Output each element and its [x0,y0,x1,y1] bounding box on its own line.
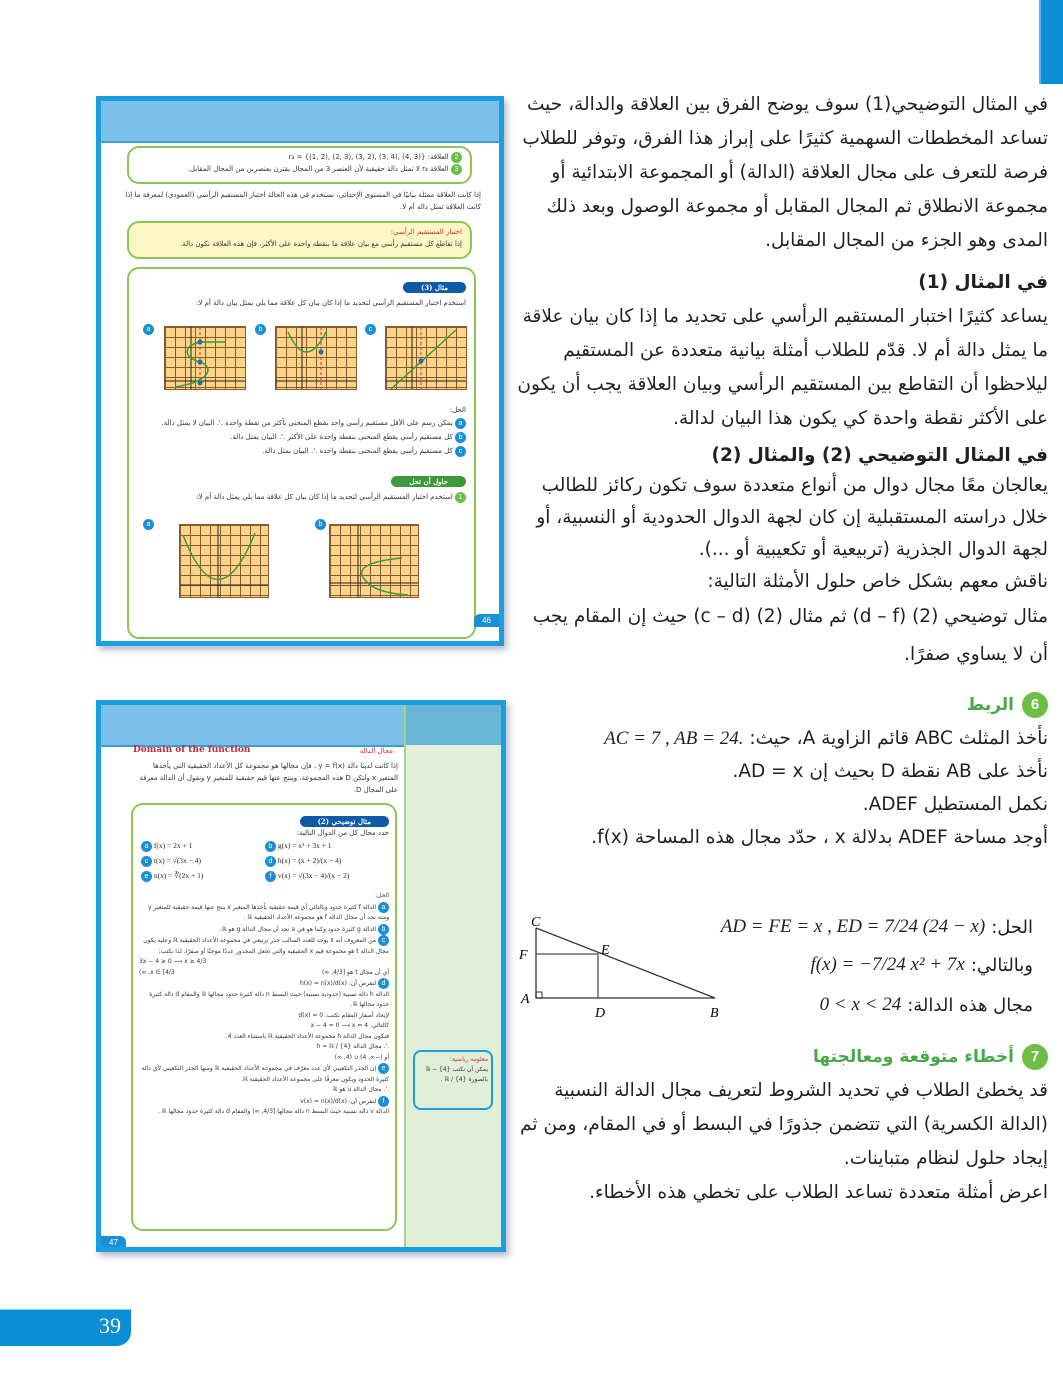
section-7-text-2: اعرض أمثلة متعددة تساعد الطلاب على تخطي هذه الأخطاء. [589,1182,1048,1203]
section-7-number: 7 [1022,1044,1048,1070]
relation-r4-conclusion: العلاقة r₄ لا تمثل دالة حقيقية لأن العنصر 3 من المجال يقترن بعنصرين من المجال المقابل. [187,165,449,173]
example2-list: مثال توضيحي (2) (d – f) ثم مثال (2) (c – d) حيث إن المقام يجب أن لا يساوي صفرًا. [532,606,1048,665]
intro-paragraph: في المثال التوضيحي(1) سوف يوضح الفرق بين العلاقة والدالة، حيث تساعد المخططات السهمية كثيرًا على إبراز هذا الفرق، وتوفر للطلاب فرصة للتعرف على مجال العلاقة (الدالة) أو المجموعة الابتدائية أو مجموعة الانطلاق ثم المجال المقابل أو مجموعة الوصول وبعد ذلك المدى وهو الجزء من المجال المقابل. [522,94,1048,251]
domain-definition: إذا كانت لدينا دالة y = f(x) ، فإن مجالها هو مجموعة كل الأعداد الحقيقية التي يأخذها المتغير x ولتكن D هذه المجموعة، وينتج عنها قيم حقيقية للمتغير y ونقول أن الدالة معرفة على المجال D. [139,762,398,794]
graph-intro-text: إذا كانت العلاقة ممثلة بيانيًا في المستوى الإحداثي، نستخدم في هذه الحالة اختبار المستقيم الرأسي (العمودي) لمعرفة ما إذا كانت العلاقة تمثل دالة أم لا. [125,191,481,211]
page-number-bar [0,1309,131,1346]
solution-eq-1: AD = FE = x , ED = 7/24 (24 − x) [720,916,986,937]
function-item: f v(x) = √(3x − 4)/(x − 2) [265,871,389,882]
function-item: b g(x) = x² + 3x + 1 [265,841,389,852]
page-number: 39 [99,1313,121,1338]
math-info-box [413,1050,493,1110]
solution-b: b كل مستقيم رأسي يقطع المنحنى بنقطة واحدة على الأكثر .'. البيان يمثل دالة. [136,431,466,443]
graph-b-badge: b [255,324,266,335]
item-2-badge: 2 [451,152,462,163]
vertex-E: E [601,943,610,958]
section-6-title: الربط [966,695,1014,715]
student-page-46-thumbnail [96,96,504,646]
connection-line-4: أوجد مساحة ADEF بدلالة x ، حدّد مجال هذه المساحة f(x). [591,827,1048,848]
math-info-text: يمكن أن نكتب ℝ − {4} بالصورة ℝ / {4} . [425,1066,488,1083]
vertex-F: F [519,948,528,963]
student-page-47-thumbnail [96,700,506,1252]
example1-heading: في المثال (1) [918,272,1048,293]
try-it-prompt: 1 استخدم اختبار المستقيم الرأسي لتحديد ما إذا كان بيان كل علاقة مما يلي يمثل دالة أم لا: [136,491,466,503]
vertex-D: D [595,1006,606,1021]
graph-c-badge: c [365,324,376,335]
title-en: Domain of the function [133,745,251,755]
try-graph-a-parabola [179,524,269,598]
solution-row-2: وبالتالي: f(x) = −7/24 x² + 7x [810,954,1033,976]
section-7-heading [515,1040,1048,1074]
section-7-text: قد يخطئ الطلاب في تحديد الشروط لتعريف مجال الدالة النسبية (الدالة الكسرية) التي تتضمن جذورًا في البسط أو في المقام، ومن ثم إيجاد حلول لنظام متباينات. [520,1080,1048,1169]
vertical-line-test-box [127,221,472,259]
graph-b-parabola [275,326,357,390]
title-ar: مجال الدالة [359,747,393,755]
function-item: e u(x) = ∛(2x + 1) [141,871,265,882]
relation-r4: العلاقة: r₄ = {(1, 2), (2, 3), (3, 2), (3, 4), (4, 3)} [288,153,449,161]
function-item: a f(x) = 2x + 1 [141,841,265,852]
triangle-diagram [515,916,735,1026]
graph-c-line [385,326,467,390]
try-graph-a-badge: a [143,519,154,530]
example-2-box [131,803,397,1231]
connection-line-2: نأخذ على AB نقطة D بحيث إن AD = x. [732,761,1048,782]
section-6-heading [515,688,1048,722]
section-7 [515,1040,1048,1210]
graph-a-badge: a [143,324,154,335]
item-3-badge: 3 [451,164,462,175]
try-it-pill: حاول أن تحل [391,476,466,487]
example-3-pill: مثال (3) [403,282,466,293]
vertical-test-rule: إذا تقاطع كل مستقيم رأسي مع بيان علاقة ما بنقطة واحدة على الأكثر، فإن هذه العلاقة تكون دالة. [179,240,462,248]
example-3-box [127,267,476,639]
relation-box [127,146,472,184]
solutions-block: الحل: a الدالة f كثيرة حدود وبالتالي أي قيمة حقيقية يأخذها المتغير x ينتج عنها قيمة حقيقية للمتغير y ومنه نجد أن مجال الدالة f هو مجموعة الأعداد الحقيقية ℝ . b الدالة g كثيرة حدود وكما هو في a نجد أن مجال الدالة g هو ℝ. c من المعروف أنه لا يوجد للعدد السالب جذر تربيعي في مجموعة الأعداد الحقيقية ℝ وعليه يكون مجال الدالة t هو مجموعة قيم x الحقيقية والتي تجعل المجذور عددًا موجبًا أو صفرًا. لذا نكتب: 3x − 4 ≥ 0 ⟶ x ≥ 4/3 أي أن مجال t هو [4/3, ∞) x ∈ [4/3, ∞) d لنفرض أن: h(x) = n(x)/d(x) الدالة h دالة نسبية (حدودية نسبية) حيث البسط n دالة كثيرة حدود مجالها ℝ والمقام d دالة كثيرة حدود مجالها ℝ. لإيجاد أصفار المقام نكتب: d(x) = 0 كالتالي: x − 4 = 0 ⟶ x = 4 فيكون مجال الدالة h مجموعة الأعداد الحقيقية ℝ باستثناء العدد 4. .'. مجال الدالة h = ℝ / {4} أو (−∞, 4) ∪ (4, ∞) e إن الجذر التكعيبي لأي عدد معرّف في مجموعة الأعداد الحقيقية ℝ ومنها الجذر التكعيبي لأي دالة كثيرة الحدود ويكون معرفًا على مجموعة الأعداد الحقيقية ℝ. .'. مجال الدالة u هو ℝ f لنفرض أن: v(x) = n(x)/d(x) الدالة v دالة نسبية حيث البسط n دالة مجالها [4/3, ∞) والمقام d دالة كثيرة حدود مجالها ℝ . [139,892,389,1115]
solution-label: الحل: [449,406,466,414]
section-7-title: أخطاء متوقعة ومعالجتها [813,1047,1014,1067]
vertex-A: A [521,992,530,1007]
example2-discuss: ناقش معهم بشكل خاص حلول الأمثلة التالية: [707,571,1048,592]
example2-heading: في المثال التوضيحي (2) والمثال (2) [711,445,1048,466]
margin-column [404,705,501,1247]
function-item: c t(x) = √(3x − 4) [141,856,265,867]
try-graph-b-sideways-parabola [329,524,419,598]
page-header-band [101,101,499,143]
example-2-prompt: حدد مجال كل من الدوال التالية: [296,829,389,837]
solution-row-3: مجال هذه الدالة: 0 < x < 24 [819,994,1033,1016]
math-info-title: معلومة رياضية: [449,1056,488,1063]
solution-row-1: الحل: AD = FE = x , ED = 7/24 (24 − x) [720,916,1033,938]
try-graph-b-badge: b [315,519,326,530]
domain-value: 0 < x < 24 [819,994,902,1015]
thumb-page-number: 47 [101,1236,126,1249]
teacher-notes-column [515,88,1048,854]
connection-line-3: نكمل المستطيل ADEF. [862,794,1048,815]
function-item: d h(x) = (x + 2)/(x − 4) [265,856,389,867]
vertical-test-title: اختبار المستقيم الرأسي: [390,228,462,236]
chapter-tab [1039,0,1063,84]
example2-paragraph: يعالجان معًا مجال دوال من أنواع متعددة سوف تكون ركائز للطالب خلال دراسته المستقبلية إن كان لجهة الدوال الحدودية أو النسبية، أو لجهة الدوال الجذرية (تربيعية أو تكعيبية أو ...). [536,475,1048,560]
solution-c: c كل مستقيم رأسي يقطع المنحنى بنقطة واحدة .'. البيان يمثل دالة. [136,445,466,457]
section-6-number: 6 [1022,692,1048,718]
example-3-prompt: استخدم اختبار المستقيم الرأسي لتحديد ما إذا كان بيان كل علاقة مما يلي يمثل بيان دالة أم لا: [196,299,466,307]
example-2-pill: مثال توضيحي (2) [300,816,389,827]
solution-eq-2: f(x) = −7/24 x² + 7x [810,954,965,975]
connection-line-1: نأخذ المثلث ABC قائم الزاوية A، حيث: AC = 7 , AB = 24. [604,728,1048,749]
solution-a: a يمكن رسم على الأقل مستقيم رأسي واحد يقطع المنحنى بأكثر من نقطة واحدة .'. البيان لا يمثل دالة. [136,417,466,429]
graph-a-s-curve [164,326,246,390]
vertex-B: B [710,1006,719,1021]
example1-paragraph: يساعد كثيرًا اختبار المستقيم الرأسي على تحديد ما إذا كان بيان علاقة ما يمثل دالة أم لا. قدّم للطلاب أمثلة بيانية متعددة عن المستقيم ليلاحظوا أن التقاطع بين المستقيم الرأسي وبيان العلاقة يجب أن يكون على الأكثر نقطة واحدة كي يكون هذا البيان لدالة. [517,306,1048,429]
section-6-solution [515,916,1048,1026]
functions-list [141,841,389,882]
vertex-C: C [531,916,541,930]
thumb-page-number: 46 [474,614,499,627]
